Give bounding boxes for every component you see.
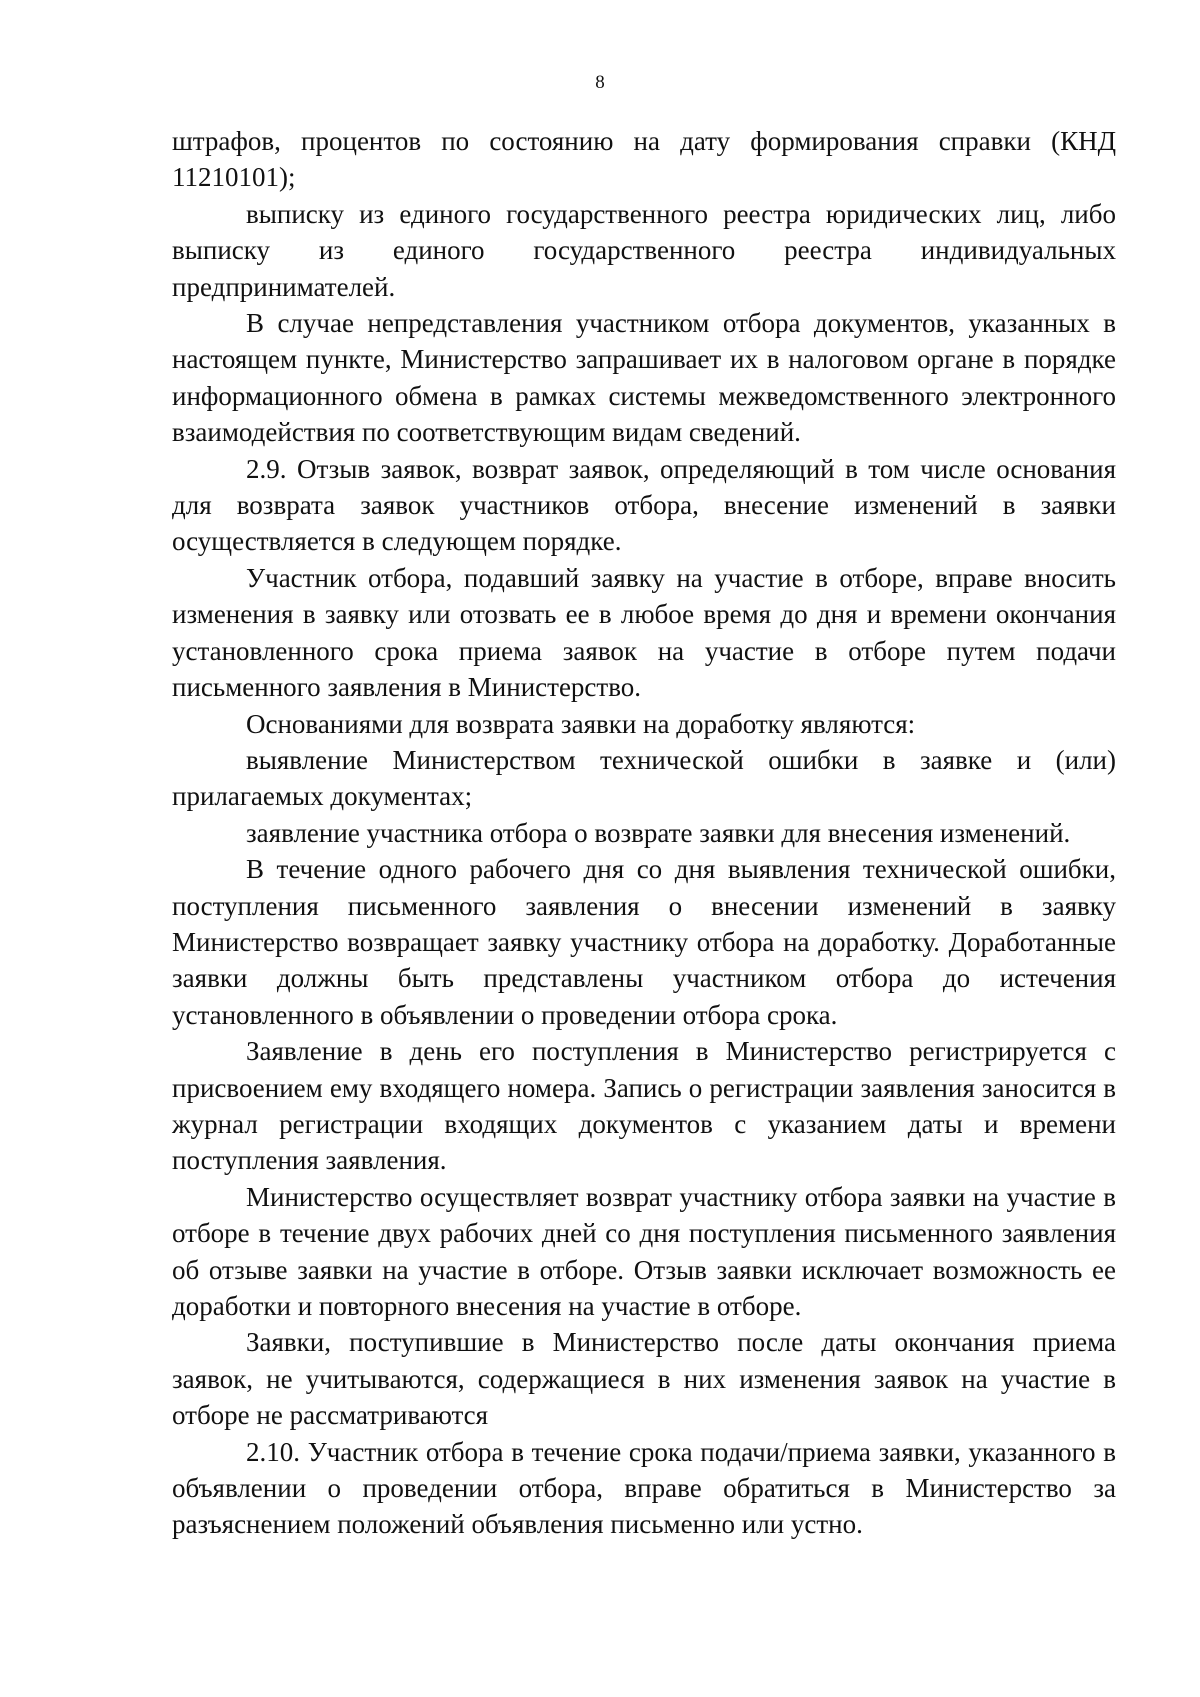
paragraph-participant-request: заявление участника отбора о возврате заявки для внесения изменений.	[246, 817, 1071, 848]
paragraph-technical-error: выявление Министерством технической ошибки в заявке и (или) прилагаемых документах;	[172, 744, 1116, 812]
paragraph-return-grounds: Основаниями для возврата заявки на доработку являются:	[246, 708, 916, 739]
paragraph-return-deadline: В течение одного рабочего дня со дня выявления технической ошибки, поступления письменного заявления о внесении изменений в заявку Министерство возвращает заявку участнику отбора на доработку. Доработанные заявки должны быть представлены участником отбора до истечения установленного в объявлении о проведении отбора срока.	[172, 854, 1116, 1030]
paragraph-registration: Заявление в день его поступления в Министерство регистрируется с присвоением ему входящего номера. Запись о регистрации заявления заносится в журнал регистрации входящих документов с указанием даты и времени поступления заявления.	[172, 1036, 1116, 1176]
paragraph-non-submission: В случае непредставления участником отбора документов, указанных в настоящем пункте, Министерство запрашивает их в налоговом органе в порядке информационного обмена в рамках системы межведомственного электронного взаимодействия по соответствующим видам сведений.	[172, 308, 1116, 448]
paragraph-ministry-return: Министерство осуществляет возврат участнику отбора заявки на участие в отборе в течение двух рабочих дней со дня поступления письменного заявления об отзыве заявки на участие в отборе. Отзыв заявки исключает возможность ее доработки и повторного внесения на участие в отборе.	[172, 1181, 1116, 1321]
paragraph-2-9-withdrawal: 2.9. Отзыв заявок, возврат заявок, определяющий в том числе основания для возврата заявок участников отбора, внесение изменений в заявки осуществляется в следующем порядке.	[172, 453, 1116, 557]
paragraph-late-applications: Заявки, поступившие в Министерство после даты окончания приема заявок, не учитываются, содержащиеся в них изменения заявок на участие в отборе не рассматриваются	[172, 1327, 1116, 1431]
paragraph-egrul-extract: выписку из единого государственного реестра юридических лиц, либо выписку из единого государственного реестра индивидуальных предпринимателей.	[172, 198, 1116, 302]
paragraph-2-10-clarification: 2.10. Участник отбора в течение срока подачи/приема заявки, указанного в объявлении о проведении отбора, вправе обратиться в Министерство за разъяснением положений объявления письменно или устно.	[172, 1436, 1116, 1540]
document-body	[172, 123, 1116, 1543]
page-number: 8	[595, 72, 605, 93]
paragraph-continuation: штрафов, процентов по состоянию на дату формирования справки (КНД 11210101);	[172, 126, 1116, 193]
paragraph-participant-changes: Участник отбора, подавший заявку на участие в отборе, вправе вносить изменения в заявку или отозвать ее в любое время до дня и времени окончания установленного срока приема заявок на участие в отборе путем подачи письменного заявления в Министерство.	[172, 562, 1116, 703]
